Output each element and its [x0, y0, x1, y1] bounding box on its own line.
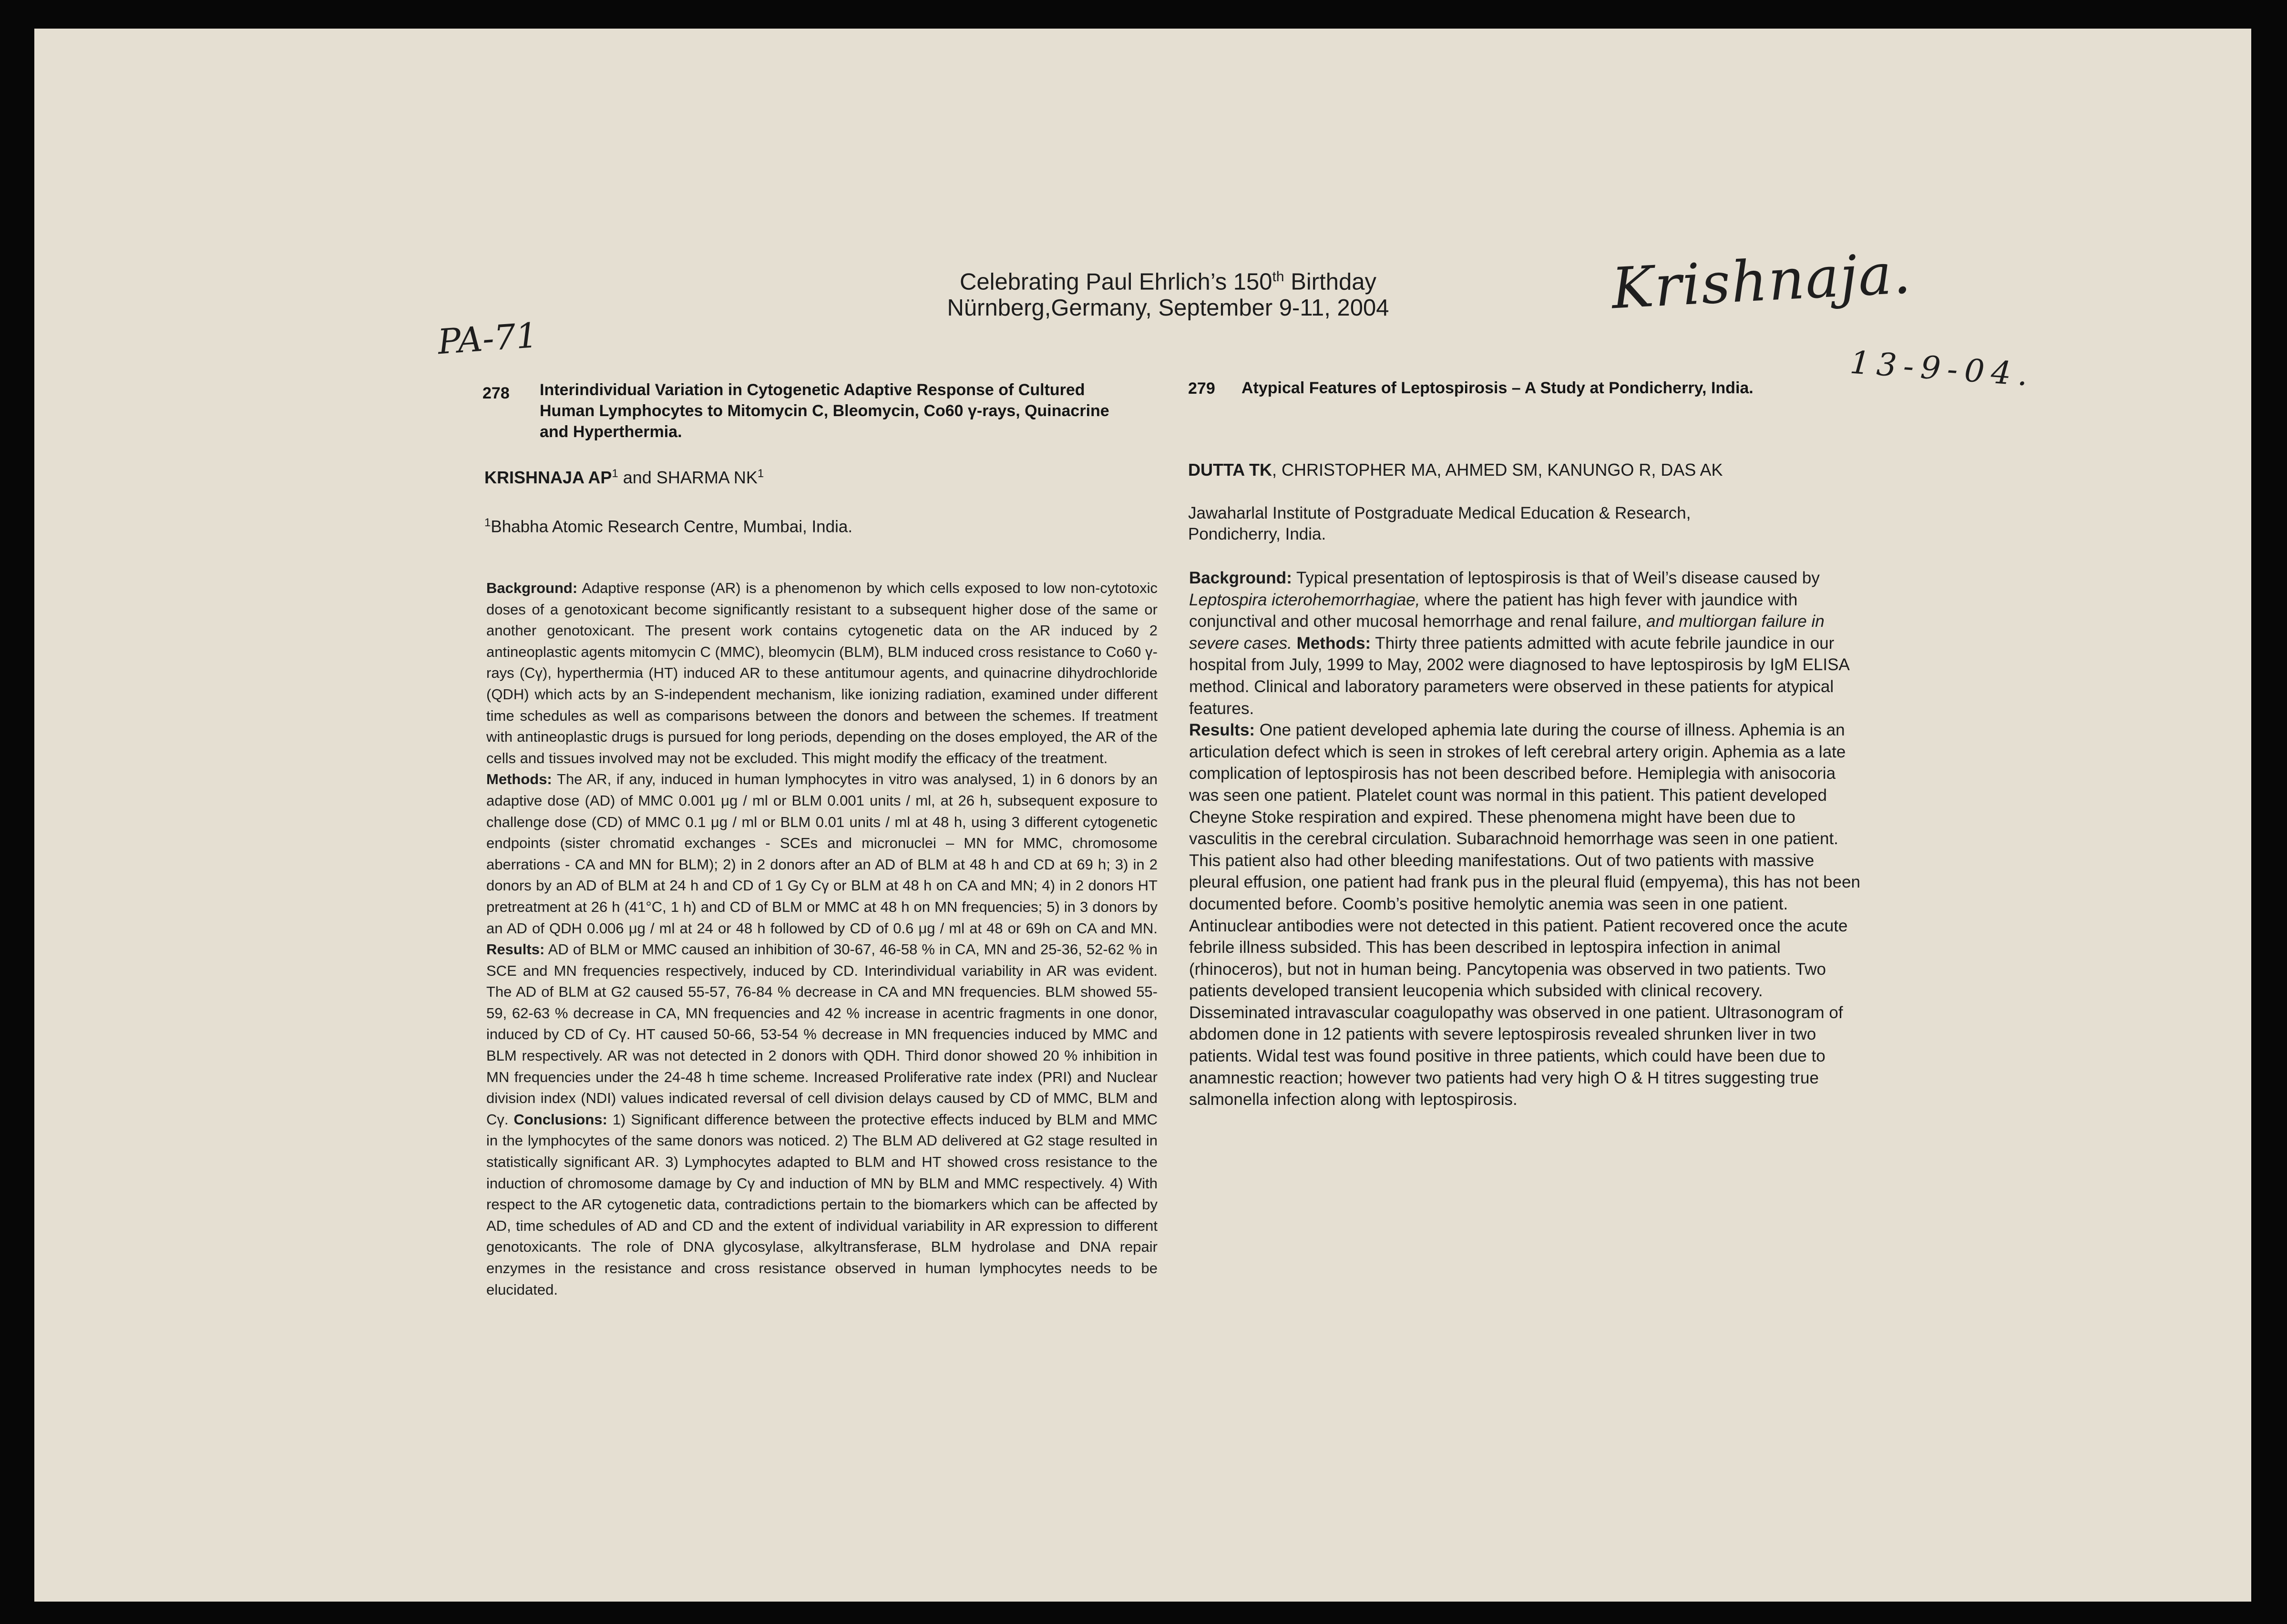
- superscript: th: [1272, 269, 1284, 285]
- background-label: Background:: [1189, 569, 1292, 587]
- results-label: Results:: [1189, 721, 1255, 740]
- background-label: Background:: [486, 580, 578, 596]
- results-label: Results:: [486, 941, 545, 958]
- abstract-279-body: Background: Typical presentation of leptospirosis is that of Weil’s disease caused by Leptospira icterohemorrhagiae, where the patient has high fever with jaundice with conjunctival and other mucosal hemorrhage and renal failure, and multiorgan failure in severe cases. Methods: Thirty three patients admitted with acute febrile jaundice in our hospital from July, 1999 to May, 2002 were diagnosed to have leptospirosis by IgM ELISA method. Clinical and laboratory parameters were observed in these patients for atypical features. Results: One patient developed aphemia late during the course of illness. Aphemia is an articulation defect which is seen in strokes of left cerebral artery origin. Aphemia as a late complication of leptospirosis has not been described before. Hemiplegia with anisocoria was seen one patient. Platelet count was normal in this patient. This patient developed Cheyne Stoke respiration and expired. These phenomena might have been due to vasculitis in the cerebral circulation. Subarachnoid hemorrhage was seen in one patient. This patient also had other bleeding manifestations. Out of two patients with massive pleural effusion, one patient had frank pus in the pleural fluid (empyema), this has not been documented before. Coomb’s positive hemolytic anemia was seen in one patient. Antinuclear antibodies were not detected in this patient. Patient recovered once the acute febrile illness subsided. This has been described in leptospira infection in animal (rhinoceros), but not in human being. Pancytopenia was observed in two patients. Two patients developed transient leucopenia which subsided with clinical recovery. Disseminated intravascular coagulopathy was observed in one patient. Ultrasonogram of abdomen done in 12 patients with severe leptospirosis revealed shrunken liver in two patients. Widal test was found positive in three patients, which could have been due to anamnestic reaction; however two patients had very high O & H titres suggesting true salmonella infection along with leptospirosis.: [1189, 569, 1861, 1109]
- abstract-279-affiliation: Jawaharlal Institute of Postgraduate Medical Education & Research, Pondicherry, India.: [1188, 504, 1691, 543]
- conclusions-text: 1) Significant difference between the protective effects induced by BLM and MMC in the lymphocytes of the same donors was noticed. 2) The BLM AD delivered at G2 stage resulted in statistically significant AR. 3) Lymphocytes adapted to BLM and HT showed cross resistance to the induction of chromosome damage by Cγ and induction of MN by BLM and MMC respectively. 4) With respect to the AR cytogenetic data, contradictions pertain to the biomarkers which can be affected by AD, time schedules of AD and CD and the extent of individual variability in AR expression to different genotoxicants. The role of DNA glycosylase, alkyltransferase, BLM hydrolase and DNA repair enzymes in the resistance and cross resistance observed in human lymphocytes needs to be elucidated.: [486, 1111, 1158, 1298]
- abstract-278-affiliation: $^1$Bhabha Atomic Research Centre, Mumbai, India.: [484, 516, 853, 536]
- conference-location-date: Nürnberg,Germany, September 9-11, 2004: [947, 295, 1389, 321]
- abstract-278-title: Interindividual Variation in Cytogenetic Adaptive Response of Cultured Human Lymphocytes to Mitomycin C, Bleomycin, Co60 γ-rays, Quinacrine and Hyperthermia.: [540, 381, 1109, 441]
- conference-title: Celebrating Paul Ehrlich’s 150th Birthday: [960, 269, 1376, 295]
- results-text: AD of BLM or MMC caused an inhibition of 30-67, 46-58 % in CA, MN and 25-36, 52-62 % in SCE and MN frequencies respectively, induced by CD. Interindividual variability in AR was evident. The AD of BLM at G2 caused 55-57, 76-84 % decrease in CA and MN frequencies. BLM showed 55-59, 62-63 % decrease in CA, MN frequencies and 42 % increase in acentric fragments in one donor, induced by CD of Cγ. HT caused 50-66, 53-54 % decrease in MN frequencies induced by MMC and BLM respectively. AR was not detected in 2 donors with QDH. Third donor showed 20 % inhibition in MN frequencies under the 24-48 h time scheme. Increased Proliferative rate index (PRI) and Nuclear division index (NDI) values indicated reversal of cell division delays caused by CD of MMC, BLM and Cγ.: [486, 941, 1158, 1128]
- abstract-number-278: 278: [482, 384, 510, 402]
- abstract-278-authors: KRISHNAJA $AP^1$ and SHARMA $NK^1$: [484, 467, 764, 487]
- handwritten-code: PA-71: [436, 315, 539, 362]
- methods-text: The AR, if any, induced in human lymphocytes in vitro was analysed, 1) in 6 donors by an adaptive dose (AD) of MMC 0.001 μg / ml or BLM 0.001 units / ml, at 26 h, subsequent exposure to challenge dose (CD) of MMC 0.1 μg / ml or BLM 0.01 units / ml at 48 h, using 3 different cytogenetic endpoints (sister chromatid exchanges - SCEs and micronuclei – MN for MMC, chromosome aberrations - CA and MN for BLM); 2) in 2 donors after an AD of BLM at 48 h and CD at 69 h; 3) in 2 donors by an AD of BLM at 24 h and CD of 1 Gy Cγ or BLM at 48 h on CA and MN; 4) in 2 donors HT pretreatment at 26 h (41°C, 1 h) and CD of BLM or MMC at 48 h on MN frequencies; 5) in 3 donors by an AD of QDH 0.006 μg / ml at 24 or 48 h followed by CD of 0.6 μg / ml at 48 or 69h on CA and MN.: [486, 771, 1158, 937]
- handwritten-signature: Krishnaja.: [1610, 240, 1913, 322]
- handwritten-date: 13-9-04.: [1848, 344, 2036, 394]
- abstract-278-body: [486, 578, 1158, 1300]
- methods-label: Methods:: [1296, 633, 1371, 653]
- methods-label: Methods:: [486, 771, 552, 788]
- abstract-279-title: Atypical Features of Leptospirosis – A Study at Pondicherry, India.: [1241, 379, 1754, 397]
- background-text: Adaptive response (AR) is a phenomenon by which cells exposed to low non-cytotoxic doses of a genotoxicant become significantly resistant to a subsequent higher dose of the same or another genotoxicant. The present work contains cytogenetic data on the AR induced by 2 antineoplastic agents mitomycin C (MMC), bleomycin (BLM), BLM induced cross resistance to Co60 γ-rays (Cγ), hyperthermia (HT) induced AR to these antitumour agents, and quinacrine dihydrochloride (QDH) which acts by an S-independent mechanism, like ionizing radiation, examined under different time schedules as well as comparisons between the donors and between the schemes. If treatment with antineoplastic drugs is pursued for long periods, depending on the doses employed, the AR of the cells and tissues involved may not be excluded. This might modify the efficacy of the treatment.: [486, 580, 1158, 766]
- abstract-number-279: 279: [1188, 379, 1215, 398]
- abstract-279-authors: DUTTA TK, CHRISTOPHER MA, AHMED SM, KANUNGO R, DAS AK: [1188, 460, 1723, 480]
- conclusions-label: Conclusions:: [513, 1111, 607, 1128]
